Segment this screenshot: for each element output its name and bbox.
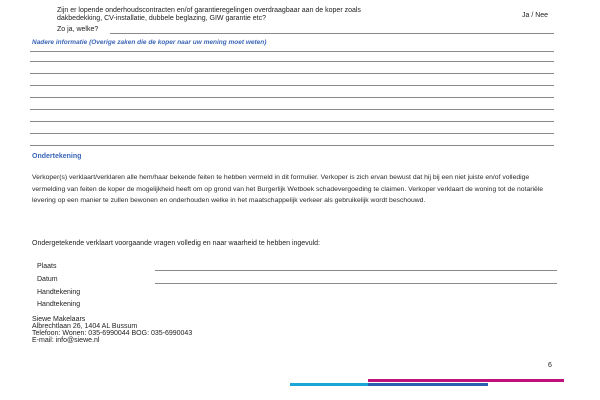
followup-label: Zo ja, welke?: [57, 26, 99, 33]
decor-bar-cyan: [290, 383, 368, 386]
info-line[interactable]: [30, 97, 554, 98]
footer-address: Albrechtlaan 26, 1404 AL Bussum: [32, 323, 138, 330]
datum-field[interactable]: [155, 283, 557, 284]
question-line-2: dakbedekking, CV-installatie, dubbele beglazing, GIW garantie etc?: [57, 15, 266, 22]
decor-bar-magenta-end: [488, 379, 564, 382]
footer-company: Siewe Makelaars: [32, 316, 86, 323]
info-line[interactable]: [30, 109, 554, 110]
ondertekening-heading: Ondertekening: [32, 153, 82, 160]
plaats-field[interactable]: [155, 270, 557, 271]
plaats-label: Plaats: [37, 263, 57, 270]
ondertekening-paragraph: Verkoper(s) verklaart/verklaren alle hem/haar bekende feiten te hebben vermeld in dit formulier. Verkoper is zich ervan bewust dat hij bij een niet juiste en/of volledige vermelding van feiten de koper de mogelijkheid heeft om op grond van het Burgerlijk Wetboek schadevergoeding te claimen. Verkoper verklaart de woning tot de notariële levering op een manier te zullen bewonen en onderhouden welke in het maatschappelijk verkeer als gebruikelijk wordt beschouwd.: [32, 174, 544, 205]
question-line-1: Zijn er lopende onderhoudscontracten en/of garantieregelingen overdraagbaar aan de koper zoals: [57, 7, 361, 14]
info-line[interactable]: [30, 133, 554, 134]
info-line[interactable]: [30, 85, 554, 86]
ondertekening-statement: Ondergetekende verklaart voorgaande vragen volledig en naar waarheid te hebben ingevuld:: [32, 240, 320, 247]
nadere-informatie-heading: Nadere informatie (Overige zaken die de koper naar uw mening moet weten): [32, 39, 267, 46]
answer-options: Ja / Nee: [522, 12, 549, 19]
handtekening-label-1: Handtekening: [37, 289, 81, 296]
info-line[interactable]: [30, 145, 554, 146]
footer-email: E-mail: info@siewe.nl: [32, 337, 100, 344]
decor-bar-blue: [368, 383, 488, 386]
footer-phone: Telefoon: Wonen: 035-6990044 BOG: 035-6990043: [32, 330, 193, 337]
info-line[interactable]: [30, 121, 554, 122]
decor-bar-magenta: [368, 379, 488, 382]
info-line[interactable]: [30, 61, 554, 62]
handtekening-label-2: Handtekening: [37, 301, 81, 308]
page-number: 6: [548, 362, 552, 369]
info-line[interactable]: [30, 73, 554, 74]
followup-answer-line[interactable]: [110, 33, 554, 34]
datum-label: Datum: [37, 276, 58, 283]
info-line[interactable]: [30, 51, 554, 52]
